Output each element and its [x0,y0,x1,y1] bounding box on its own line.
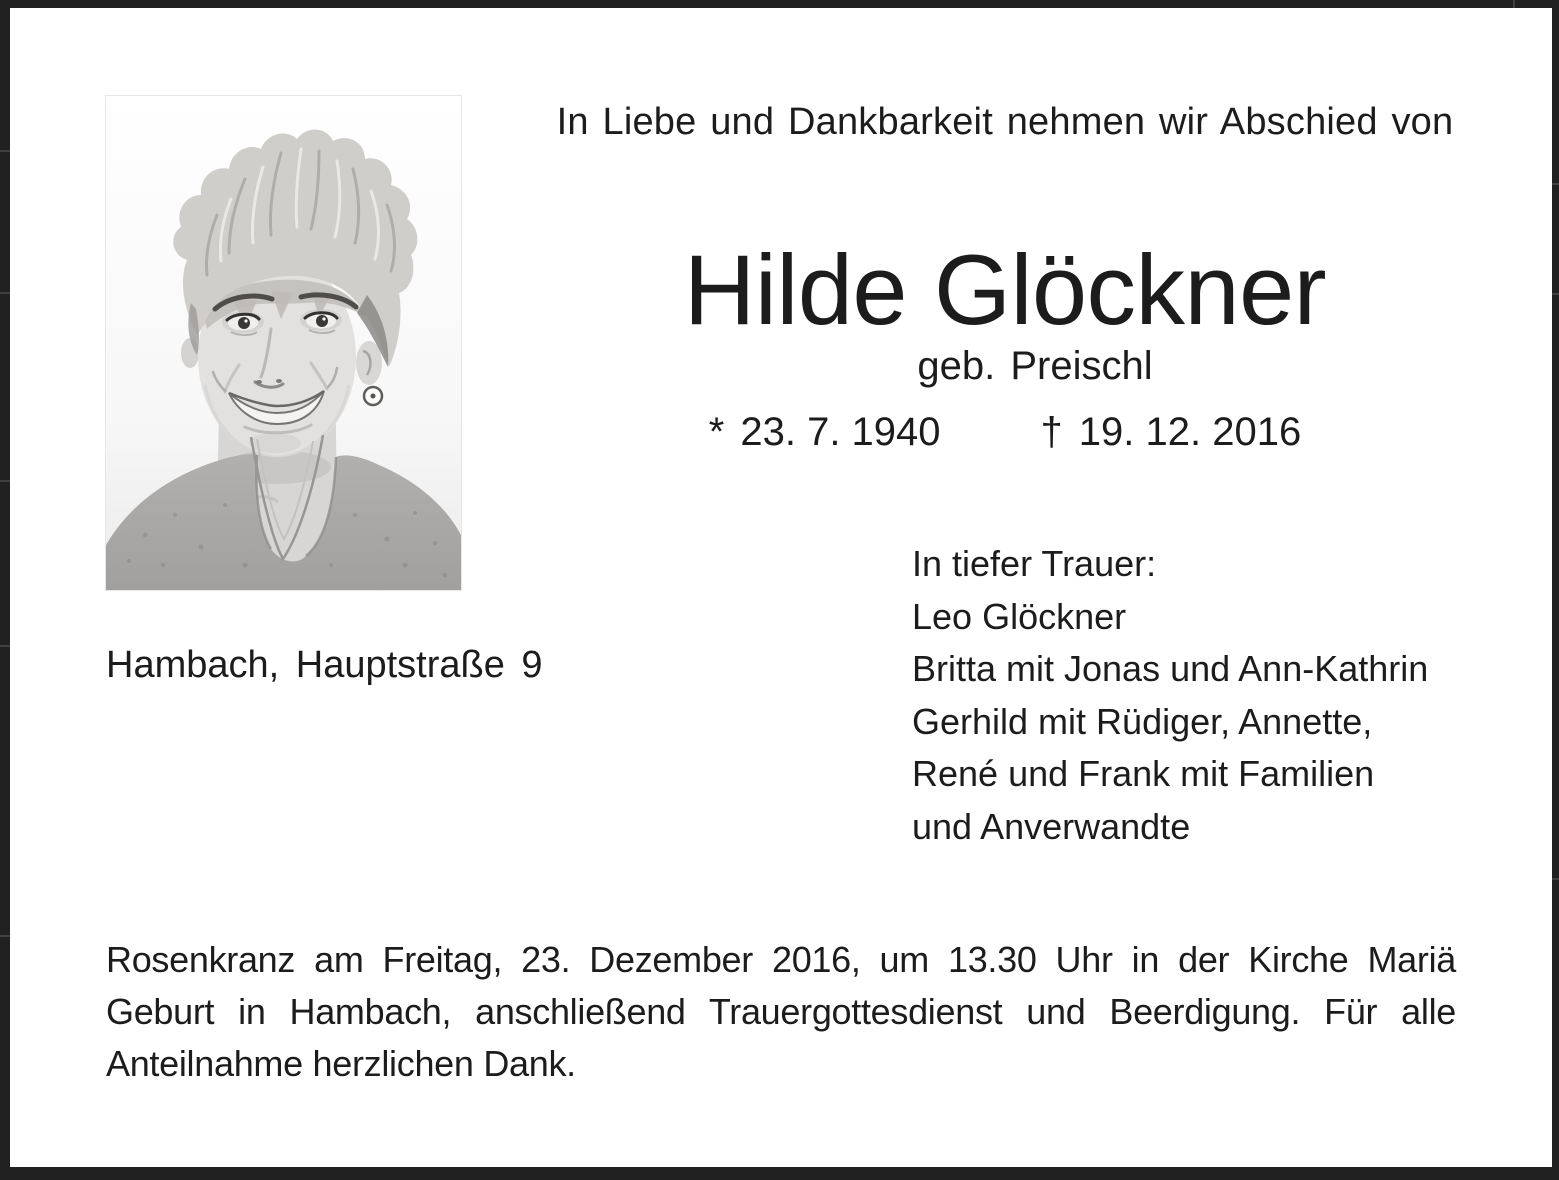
mourner-line: René und Frank mit Familien [912,753,1375,794]
deceased-name: Hilde Glöckner [683,234,1327,345]
funeral-notice: Rosenkranz am Freitag, 23. Dezember 2016, um 13.30 Uhr in der Kirche Mariä Geburt in Hambach, anschließend Trauergottesdienst und Beerdigung. Für alle Anteilnahme herzlichen Dank. [106,939,1456,1084]
frame-right-edge [1552,0,1559,1180]
frame-top-edge [0,0,1559,8]
frame-seam [1513,0,1515,8]
frame-seam [1552,293,1559,295]
frame-seam [0,645,10,647]
address-text: Hambach, Hauptstraße 9 [106,644,543,686]
birth-date: 23. 7. 1940 [740,410,941,454]
frame-seam [1552,183,1559,185]
birth-symbol: * [708,410,725,454]
mourner-line: Britta mit Jonas und Ann-Kathrin [912,648,1429,689]
death-date: 19. 12. 2016 [1078,410,1302,454]
frame-seam [1552,878,1559,880]
intro-text: In Liebe und Dankbarkeit nehmen wir Abschied von [556,101,1454,143]
frame-seam [0,150,10,152]
life-dates [525,408,1485,456]
mourning-list [912,538,1428,853]
birth-date-item [709,408,941,456]
frame-seam [0,480,10,482]
frame-seam [0,935,10,937]
frame-seam [0,292,10,294]
mourner-line: Leo Glöckner [912,595,1127,637]
portrait-photo [105,95,462,591]
mourner-line: Gerhild mit Rüdiger, Annette, [912,700,1373,742]
maiden-name: geb. Preischl [917,344,1153,388]
death-symbol: † [1040,410,1063,454]
mourning-heading: In tiefer Trauer: [912,543,1157,584]
portrait-photo-illustration [105,95,462,591]
frame-left-edge [0,0,10,1180]
mourner-line: und Anverwandte [912,805,1191,847]
death-date-item [1041,408,1302,456]
frame-bottom-edge [0,1167,1559,1180]
